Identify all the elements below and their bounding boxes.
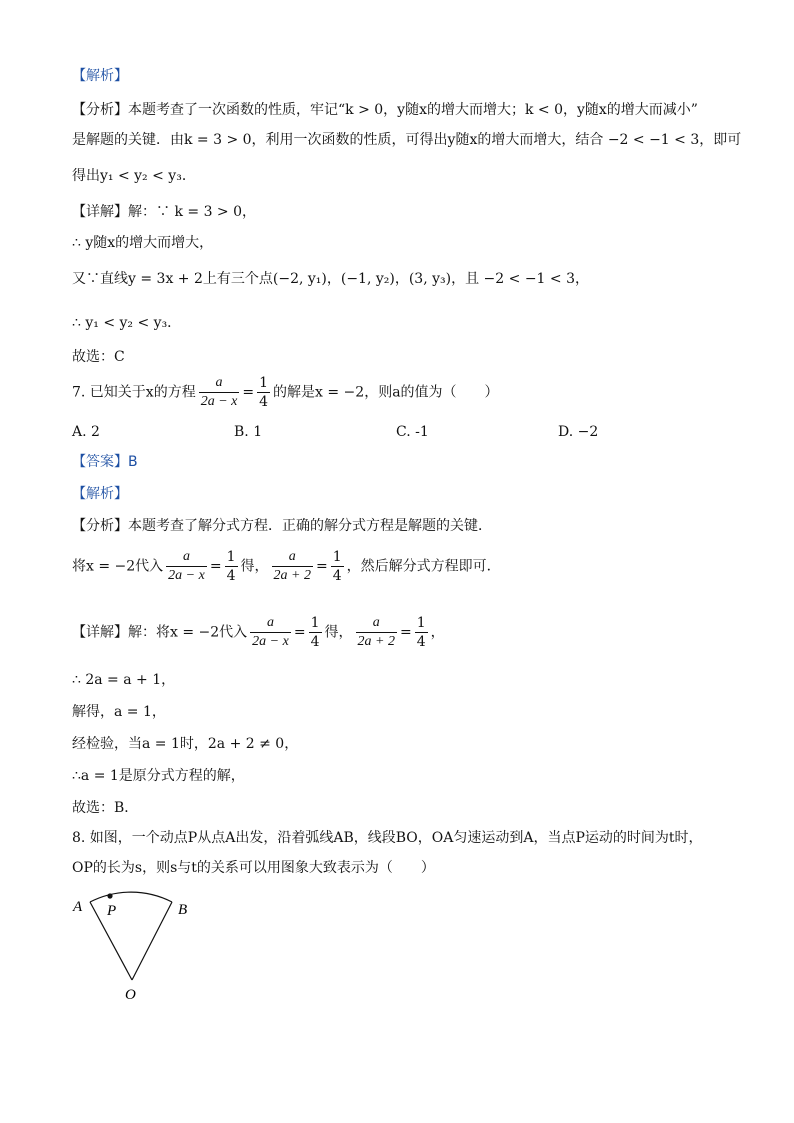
q7-detail-prefix: 【详解】解：将x = −2代入 bbox=[72, 624, 248, 641]
q7-stem-right-numerator: 1 bbox=[259, 375, 269, 391]
q7-analysis-frac3-numerator: a bbox=[288, 549, 296, 564]
q7-stem-fraction-left bbox=[199, 374, 240, 411]
label-p: P bbox=[107, 903, 117, 919]
q7-option-c: C. -1 bbox=[396, 424, 429, 440]
q7-step2: 解得，a = 1， bbox=[72, 704, 166, 720]
q7-analysis-frac2-numerator: 1 bbox=[226, 549, 236, 565]
q7-stem-equals: = bbox=[242, 384, 255, 401]
q7-analysis-fraction-1 bbox=[166, 548, 207, 585]
q7-analysis-line2-mid: 得， bbox=[240, 558, 269, 575]
q7-detail-line bbox=[72, 614, 445, 651]
q7-option-d: D. −2 bbox=[558, 424, 599, 440]
q7-analysis-line2 bbox=[72, 548, 501, 585]
q7-analysis-fraction-2 bbox=[225, 548, 238, 585]
q7-analysis-line2-prefix: 将x = −2代入 bbox=[72, 558, 164, 575]
q7-analysis-title: 【解析】 bbox=[72, 486, 128, 502]
q7-detail-frac3-denominator: 2a + 2 bbox=[357, 634, 395, 649]
q7-detail-fraction-1 bbox=[250, 614, 291, 651]
q7-stem-suffix: 的解是x = −2，则a的值为（ ） bbox=[273, 384, 499, 401]
label-a: A bbox=[73, 899, 83, 915]
q7-detail-fraction-3 bbox=[356, 614, 397, 651]
q7-detail-frac1-numerator: a bbox=[267, 615, 274, 630]
q8-stem-line1: 8. 如图，一个动点P从点A出发，沿着弧线AB，线段BO，OA匀速运动到A，当点P运动的时间为t时， bbox=[72, 830, 703, 846]
q7-analysis-frac1-numerator: a bbox=[183, 549, 190, 564]
q7-analysis-frac4-denominator: 4 bbox=[332, 568, 342, 584]
q7-stem-denominator: 2a − x bbox=[200, 394, 238, 409]
q8-stem-line2: OP的长为s，则s与t的关系可以用图象大致表示为（ ） bbox=[72, 860, 435, 876]
q7-answer: 【答案】B bbox=[72, 454, 138, 470]
q7-stem bbox=[72, 374, 499, 411]
q7-analysis-line1: 【分析】本题考查了解分式方程．正确的解分式方程是解题的关键． bbox=[72, 518, 492, 534]
q7-step1: ∴ 2a = a + 1， bbox=[72, 672, 176, 688]
q7-detail-fraction-4 bbox=[415, 614, 428, 651]
q7-analysis-equals-1: = bbox=[209, 558, 222, 575]
q7-stem-right-denominator: 4 bbox=[259, 394, 269, 410]
q7-detail-equals-2: = bbox=[399, 624, 412, 641]
q7-choice: 故选：B． bbox=[72, 800, 139, 816]
q6-choice: 故选：C bbox=[72, 349, 125, 365]
q7-detail-equals-1: = bbox=[293, 624, 306, 641]
q7-detail-mid: 得， bbox=[324, 624, 353, 641]
q6-detail-line2: ∴ y随x的增大而增大， bbox=[72, 235, 214, 251]
analysis-title: 【解析】 bbox=[72, 68, 128, 84]
q6-analysis-line3: 得出y₁ < y₂ < y₃． bbox=[72, 168, 196, 184]
q7-analysis-line2-suffix: ，然后解分式方程即可． bbox=[346, 558, 501, 575]
q7-detail-fraction-2 bbox=[309, 614, 322, 651]
point-p bbox=[107, 893, 112, 898]
q7-detail-frac4-denominator: 4 bbox=[416, 634, 426, 650]
q7-option-a: A. 2 bbox=[72, 424, 100, 440]
q7-analysis-frac2-denominator: 4 bbox=[226, 568, 236, 584]
q7-stem-fraction-right bbox=[257, 374, 270, 411]
q7-analysis-frac4-numerator: 1 bbox=[332, 549, 342, 565]
q7-detail-frac2-numerator: 1 bbox=[310, 615, 320, 631]
q7-detail-frac2-denominator: 4 bbox=[310, 634, 320, 650]
arc-ab bbox=[90, 892, 172, 902]
q7-analysis-fraction-4 bbox=[331, 548, 344, 585]
q7-analysis-fraction-3 bbox=[272, 548, 313, 585]
q7-stem-numerator: a bbox=[215, 375, 223, 390]
q8-sector-figure bbox=[60, 882, 210, 1007]
q7-analysis-frac3-denominator: 2a + 2 bbox=[273, 568, 311, 583]
q7-detail-frac3-numerator: a bbox=[372, 615, 380, 630]
q7-analysis-equals-2: = bbox=[315, 558, 328, 575]
q7-step4: ∴a = 1是原分式方程的解， bbox=[72, 768, 245, 784]
label-b: B bbox=[178, 902, 188, 918]
q7-step3: 经检验，当a = 1时，2a + 2 ≠ 0， bbox=[72, 736, 299, 752]
q7-detail-frac1-denominator: 2a − x bbox=[252, 634, 289, 649]
q7-option-b: B. 1 bbox=[234, 424, 263, 440]
q7-detail-suffix: ， bbox=[430, 624, 445, 641]
q7-detail-frac4-numerator: 1 bbox=[416, 615, 426, 631]
q6-detail-line4: ∴ y₁ < y₂ < y₃． bbox=[72, 315, 182, 331]
q7-analysis-frac1-denominator: 2a − x bbox=[168, 568, 205, 583]
label-o: O bbox=[125, 987, 136, 1003]
q7-stem-prefix: 7. 已知关于x的方程 bbox=[72, 384, 196, 401]
q6-analysis-line1: 【分析】本题考查了一次函数的性质，牢记“k > 0，y随x的增大而增大；k < 0，y随x的增大而减小” bbox=[72, 102, 698, 118]
q6-detail-line3: 又∵直线y = 3x + 2上有三个点(−2, y₁)，(−1, y₂)，(3, y₃)，且 −2 < −1 < 3， bbox=[72, 271, 589, 287]
segment-ob bbox=[132, 902, 172, 980]
q6-analysis-line2: 是解题的关键．由k = 3 > 0，利用一次函数的性质，可得出y随x的增大而增大，结合 −2 < −1 < 3，即可 bbox=[72, 132, 742, 148]
q6-detail-line1: 【详解】解：∵ k = 3 > 0， bbox=[72, 204, 257, 220]
